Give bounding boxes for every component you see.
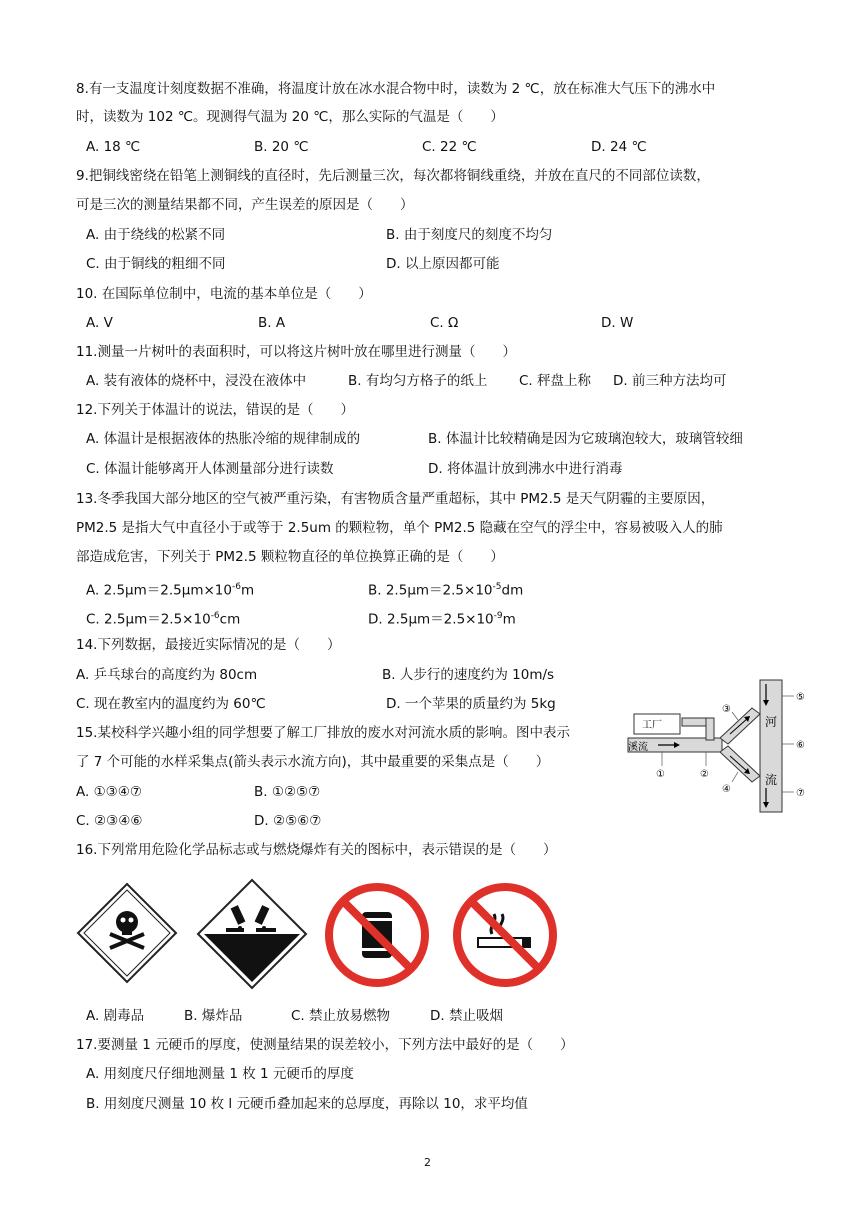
- q11-option-d: D. 前三种方法均可: [613, 373, 727, 389]
- q17-option-a: A. 用刻度尺仔细地测量 1 枚 1 元硬币的厚度: [86, 1066, 354, 1082]
- q17-option-b: B. 用刻度尺测量 10 枚 l 元硬币叠加起来的总厚度，再除以 10，求平均值: [86, 1096, 528, 1112]
- page-number: 2: [424, 1156, 431, 1169]
- point-3-label: ③: [722, 704, 731, 715]
- q12-option-d: D. 将体温计放到沸水中进行消毒: [428, 461, 623, 477]
- q8-option-d: D. 24 ℃: [591, 139, 647, 155]
- q13-stem-line3: 部造成危害，下列关于 PM2.5 颗粒物直径的单位换算正确的是（ ）: [76, 549, 504, 565]
- q12-option-c: C. 体温计能够离开人体测量部分进行读数: [86, 461, 334, 477]
- q13-stem-line1: 13.冬季我国大部分地区的空气被严重污染，有害物质含量严重超标，其中 PM2.5 是天气阴霾的主要原因，: [76, 491, 715, 507]
- q9-stem-line1: 9.把铜线密绕在铅笔上测铜线的直径时，先后测量三次，每次都将铜线重绕，并放在直尺的不同部位读数，: [76, 168, 710, 184]
- q11-option-c: C. 秤盘上称: [519, 373, 592, 389]
- q9-option-a: A. 由于绕线的松紧不同: [86, 227, 226, 243]
- q15-option-a: A. ①③④⑦: [76, 784, 142, 800]
- point-5-label: ⑤: [796, 692, 805, 703]
- q16-stem: 16.下列常用危险化学品标志或与燃烧爆炸有关的图标中，表示错误的是（ ）: [76, 842, 557, 858]
- q16-option-a: A. 剧毒品: [86, 1008, 145, 1024]
- q11-stem: 11.测量一片树叶的表面积时，可以将这片树叶放在哪里进行测量（ ）: [76, 344, 516, 360]
- q8-stem-line1: 8.有一支温度计刻度数据不准确，将温度计放在冰水混合物中时，读数为 2 ℃，放在标准大气压下的沸水中: [76, 81, 716, 97]
- q12-stem: 12.下列关于体温计的说法，错误的是（ ）: [76, 402, 354, 418]
- q14-option-d: D. 一个苹果的质量约为 5kg: [386, 696, 556, 712]
- q8-option-a: A. 18 ℃: [86, 139, 141, 155]
- q13-option-c: C. $2.5\mu m=2.5\times 10^{-6}cm$: [86, 611, 241, 628]
- river-label-2: 流: [765, 773, 778, 787]
- q9-stem-line2: 可是三次的测量结果都不同，产生误差的原因是（ ）: [76, 197, 414, 213]
- q10-stem: 10. 在国际单位制中，电流的基本单位是（ ）: [76, 286, 372, 302]
- q9-option-c: C. 由于铜线的粗细不同: [86, 256, 226, 272]
- q12-option-a: A. 体温计是根据液体的热胀冷缩的规律制成的: [86, 431, 361, 447]
- factory-label: 工厂: [642, 720, 662, 731]
- river-label-1: 河: [765, 715, 778, 729]
- q10-option-d: D. W: [601, 315, 634, 331]
- q12-option-b: B. 体温计比较精确是因为它玻璃泡较大，玻璃管较细: [428, 431, 743, 447]
- q13-option-a: A. $2.5\mu m=2.5\mu m\times 10^{-6}m$: [86, 582, 255, 599]
- point-1-label: ①: [656, 769, 665, 780]
- lower-branch: [720, 746, 760, 782]
- q10-option-c: C. Ω: [430, 315, 459, 331]
- q15-option-d: D. ②⑤⑥⑦: [254, 813, 322, 829]
- toxic-sign-icon: [76, 882, 178, 984]
- point-2-label: ②: [700, 769, 709, 780]
- q17-stem: 17.要测量 1 元硬币的厚度，使测量结果的误差较小，下列方法中最好的是（ ）: [76, 1037, 574, 1053]
- q13-option-b: B. $2.5\mu m=2.5\times 10^{-5}dm$: [368, 582, 524, 599]
- q14-option-b: B. 人步行的速度约为 10m/s: [382, 667, 555, 683]
- point-4-label: ④: [722, 784, 731, 795]
- q11-option-a: A. 装有液体的烧杯中，浸没在液体中: [86, 373, 307, 389]
- q13-option-d: D. $2.5\mu m=2.5\times 10^{-9}m$: [368, 611, 516, 628]
- q15-stem-line1: 15.某校科学兴趣小组的同学想要了解工厂排放的废水对河流水质的影响。图中表示: [76, 725, 570, 741]
- q9-option-b: B. 由于刻度尺的刻度不均匀: [386, 227, 553, 243]
- q8-stem-line2: 时，读数为 102 ℃。现测得气温为 20 ℃，那么实际的气温是（ ）: [76, 109, 504, 125]
- q15-stem-line2: 了 7 个可能的水样采集点(箭头表示水流方向)，其中最重要的采集点是（ ）: [76, 754, 550, 770]
- no-flammables-sign-icon: [324, 882, 430, 988]
- point-6-label: ⑥: [796, 740, 805, 751]
- q15-option-b: B. ①②⑤⑦: [254, 784, 321, 800]
- stream-label: 溪流: [628, 742, 648, 753]
- q13-stem-line2: PM2.5 是指大气中直径小于或等于 2.5um 的颗粒物，单个 PM2.5 隐藏在空气的浮尘中，容易被吸入人的肺: [76, 520, 723, 536]
- river-channel: [760, 680, 782, 812]
- q14-option-a: A. 乒乓球台的高度约为 80cm: [76, 667, 258, 683]
- q9-option-d: D. 以上原因都可能: [386, 256, 500, 272]
- no-smoking-sign-icon: [452, 882, 558, 988]
- q14-stem: 14.下列数据，最接近实际情况的是（ ）: [76, 637, 341, 653]
- q10-option-a: A. V: [86, 315, 113, 331]
- q16-option-d: D. 禁止吸烟: [430, 1008, 503, 1024]
- corrosive-sign-icon: [196, 878, 308, 990]
- q11-option-b: B. 有均匀方格子的纸上: [348, 373, 488, 389]
- q8-option-c: C. 22 ℃: [422, 139, 477, 155]
- q15-option-c: C. ②③④⑥: [76, 813, 143, 829]
- q15-river-diagram: [622, 676, 832, 816]
- q8-option-b: B. 20 ℃: [254, 139, 309, 155]
- q16-option-b: B. 爆炸品: [184, 1008, 243, 1024]
- q16-option-c: C. 禁止放易燃物: [291, 1008, 391, 1024]
- point-7-label: ⑦: [796, 788, 805, 799]
- q10-option-b: B. A: [258, 315, 286, 331]
- q14-option-c: C. 现在教室内的温度约为 60℃: [76, 696, 266, 712]
